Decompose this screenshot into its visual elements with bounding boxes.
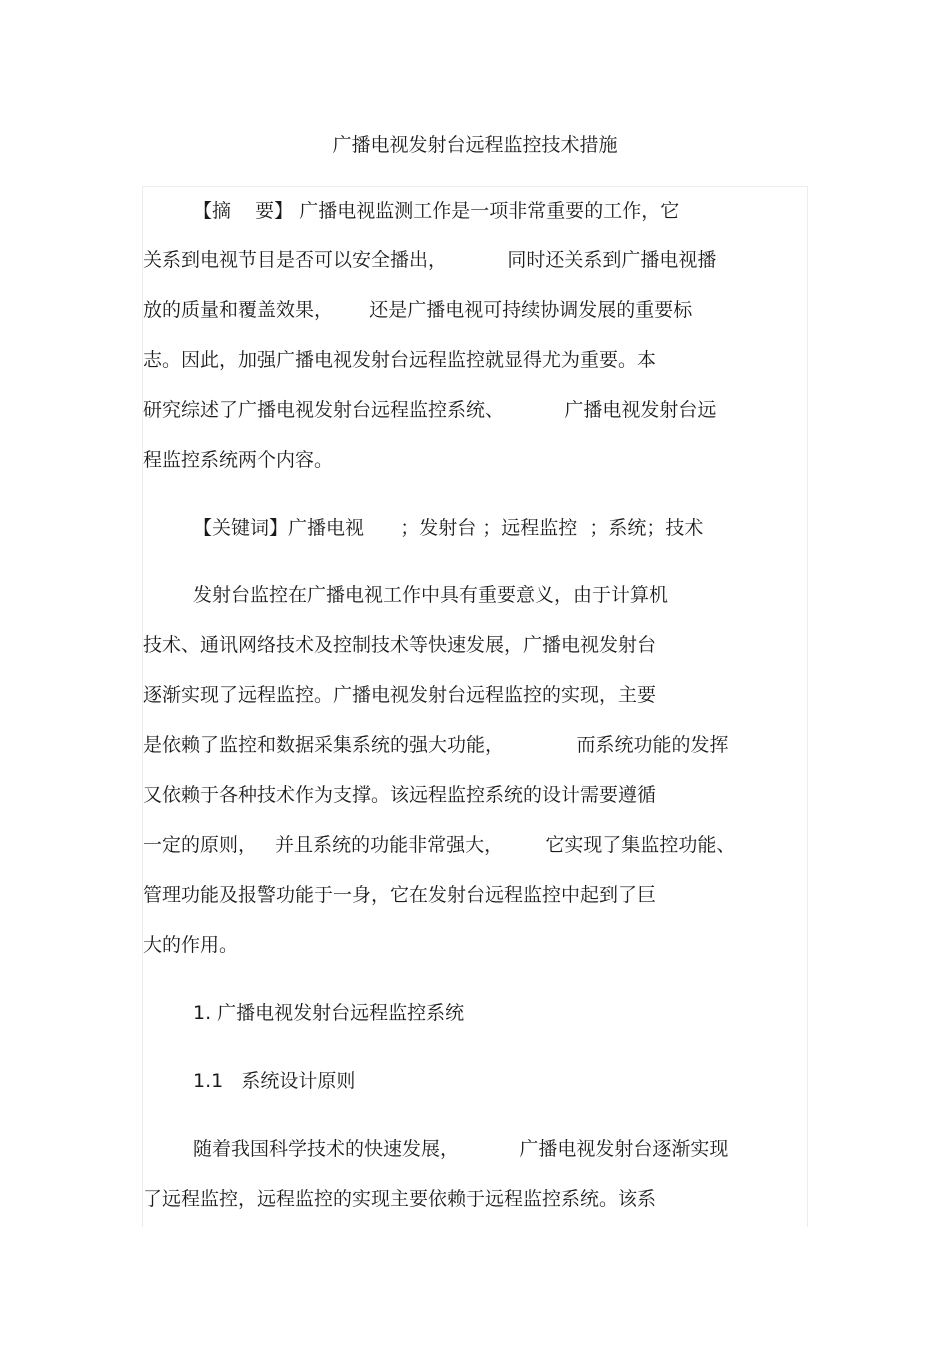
section-line: 随着我国科学技术的快速发展， 广播电视发射台逐渐实现 — [193, 1138, 729, 1160]
intro-line: 技术、通讯网络技术及控制技术等快速发展，广播电视发射台 — [143, 634, 657, 656]
abstract-line: 【摘 要】 广播电视监测工作是一项非常重要的工作，它 — [193, 200, 680, 222]
document-title: 广播电视发射台远程监控技术措施 — [332, 134, 618, 156]
abstract-line: 研究综述了广播电视发射台远程监控系统、 广播电视发射台远 — [143, 399, 717, 421]
keywords-line: 【关键词】广播电视 ；发射台 ；远程监控 ；系统；技术 — [193, 517, 704, 539]
intro-line: 逐渐实现了远程监控。广播电视发射台远程监控的实现，主要 — [143, 684, 657, 706]
intro-line: 发射台监控在广播电视工作中具有重要意义，由于计算机 — [193, 584, 669, 606]
section-heading: 1. 广播电视发射台远程监控系统 — [193, 1002, 465, 1024]
intro-line: 大的作用。 — [143, 934, 239, 956]
abstract-line: 关系到电视节目是否可以安全播出， 同时还关系到广播电视播 — [143, 249, 717, 271]
abstract-line: 志。因此，加强广播电视发射台远程监控就显得尤为重要。本 — [143, 349, 657, 371]
subsection-heading: 1.1 系统设计原则 — [193, 1070, 356, 1092]
intro-line: 是依赖了监控和数据采集系统的强大功能， 而系统功能的发挥 — [143, 734, 729, 756]
section-line: 了远程监控，远程监控的实现主要依赖于远程监控系统。该系 — [143, 1188, 657, 1210]
intro-line: 又依赖于各种技术作为支撑。该远程监控系统的设计需要遵循 — [143, 784, 657, 806]
intro-line: 管理功能及报警功能于一身，它在发射台远程监控中起到了巨 — [143, 884, 657, 906]
abstract-line: 程监控系统两个内容。 — [143, 449, 334, 471]
abstract-line: 放的质量和覆盖效果， 还是广播电视可持续协调发展的重要标 — [143, 299, 693, 321]
intro-line: 一定的原则， 并且系统的功能非常强大， 它实现了集监控功能、 — [143, 834, 736, 856]
